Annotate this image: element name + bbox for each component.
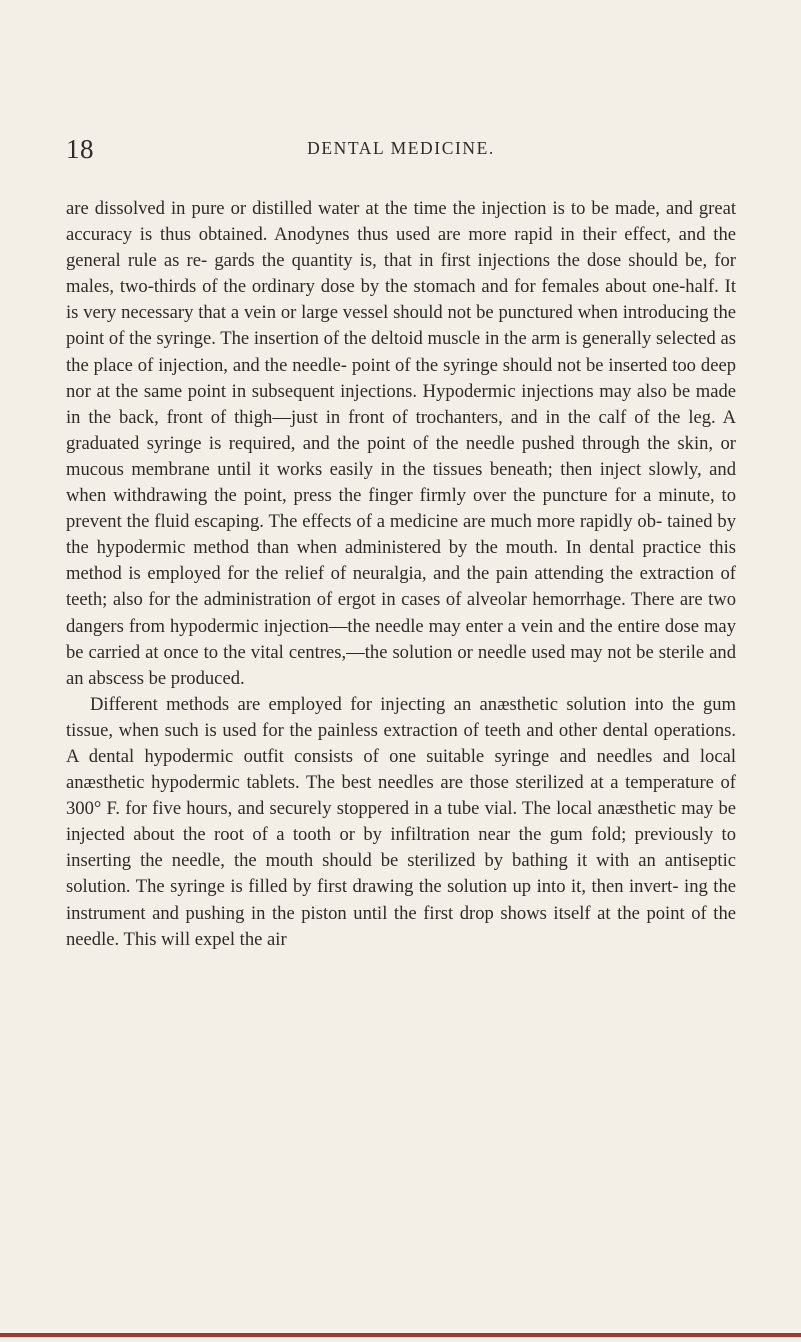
paragraph: Different methods are employed for injecting an anæsthetic solution into the gum tissue, when such is used for the painless extraction of teeth and other dental operations. A dental hypodermic outfit consists of one suitable syringe and needles and local anæsthetic hypodermic tablets. The best needles are those sterilized at a temperature of 300° F. for five hours, and securely stoppered in a tube vial. The local anæsthetic may be injected about the root of a tooth or by infiltration near the gum fold; previously to inserting the needle, the mouth should be sterilized by bathing it with an antiseptic solution. The syringe is filled by first drawing the solution up into it, then invert- ing the instrument and pushing in the piston until the first drop shows itself at the point of the needle. This will expel the air: [66, 693, 736, 950]
paragraph: are dissolved in pure or distilled water at the time the injection is to be made, and great accuracy is thus obtained. Anodynes thus used are more rapid in their effect, and the general rule as re- gards the quantity is, that in first injections the dose should be, for males, two-thirds of the ordinary dose by the stomach and for females about one-half. It is very necessary that a vein or large vessel should not be punctured when introducing the point of the syringe. The insertion of the deltoid muscle in the arm is generally selected as the place of injection, and the needle- point of the syringe should not be inserted too deep nor at the same point in subsequent injections. Hypodermic injections may also be made in the back, front of thigh—just in front of trochanters, and in the calf of the leg. A graduated syringe is required, and the point of the needle pushed through the skin, or mucous membrane until it works easily in the tissues beneath; then inject slowly, and when withdrawing the point, press the finger firmly over the puncture for a minute, to prevent the fluid escaping. The effects of a medicine are much more rapidly ob- tained by the hypodermic method than when administered by the mouth. In dental practice this method is employed for the relief of neuralgia, and the pain attending the extraction of teeth; also for the administration of ergot in cases of alveolar hemorrhage. There are two dangers from hypodermic injection—the needle may enter a vein and the entire dose may be carried at once to the vital centres,—the solution or needle used may not be sterile and an abscess be produced.: [66, 198, 736, 689]
page-number: 18: [66, 134, 94, 164]
page-edge-rule: [0, 1333, 801, 1337]
body-text: [66, 196, 736, 953]
page-header: [66, 134, 736, 164]
running-title: DENTAL MEDICINE.: [307, 138, 495, 158]
